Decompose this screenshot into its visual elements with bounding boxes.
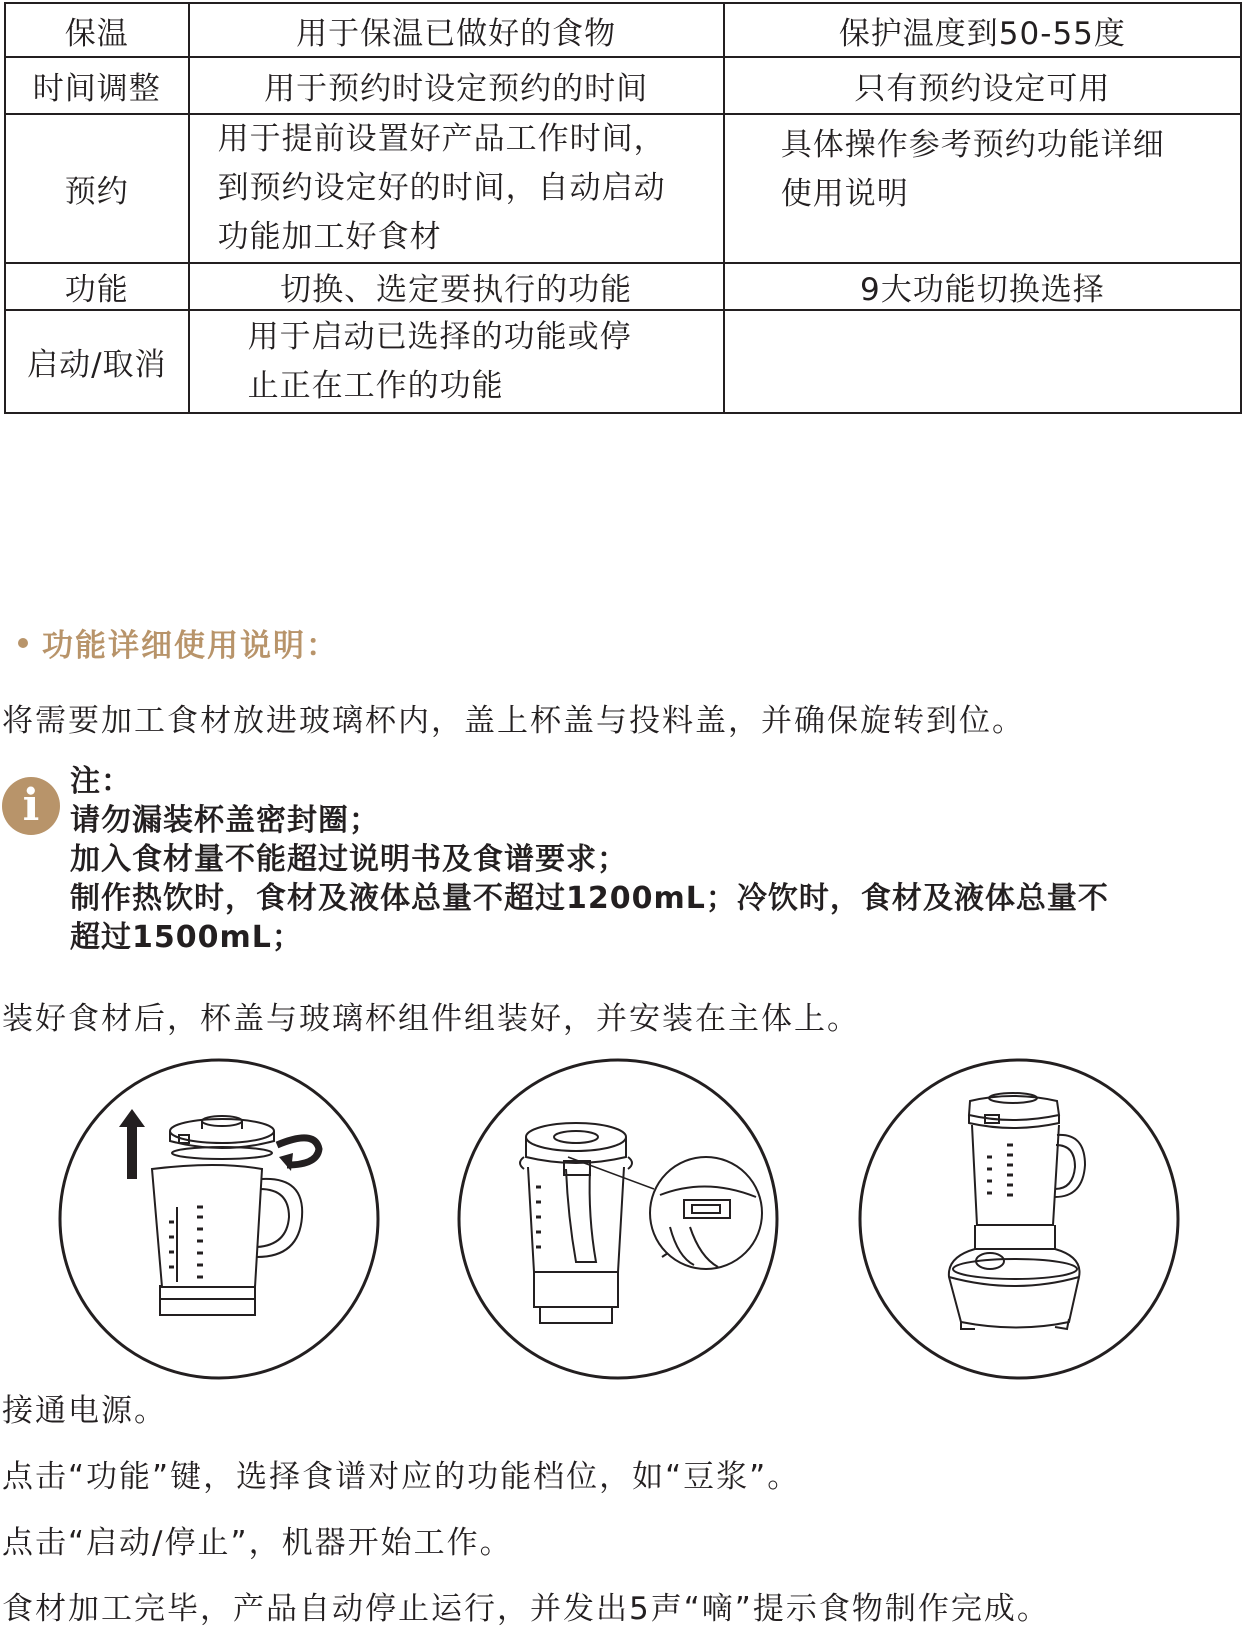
- step-2-text: 装好食材后，杯盖与玻璃杯组件组装好，并安装在主体上。: [2, 1001, 860, 1037]
- step-6-text: 食材加工完毕，产品自动停止运行，并发出5声“嘀”提示食物制作完成。: [2, 1591, 1050, 1627]
- section-title: [18, 620, 339, 665]
- table-row: [5, 263, 1241, 310]
- row-name: 功能: [5, 263, 189, 310]
- note-line: 加入食材量不能超过说明书及食谱要求；: [70, 842, 628, 877]
- row-note-line: 具体操作参考预约功能详细: [780, 127, 1165, 163]
- step-4-text: 点击“功能”键，选择食谱对应的功能档位，如“豆浆”。: [2, 1459, 801, 1495]
- table-row: [5, 3, 1241, 57]
- note-line: 请勿漏装杯盖密封圈；: [70, 803, 380, 838]
- row-note: [724, 310, 1241, 413]
- illustration-jar-assembly: [456, 1057, 780, 1381]
- row-desc: [189, 310, 724, 413]
- section-title-text: 功能详细使用说明：: [42, 628, 339, 664]
- table-row: [5, 114, 1241, 263]
- row-note: [724, 114, 1241, 263]
- row-desc: 用于预约时设定预约的时间: [189, 57, 724, 114]
- info-icon: i: [2, 777, 60, 835]
- note-title: 注：: [70, 764, 132, 799]
- row-name: 预约: [5, 114, 189, 263]
- row-note: 只有预约设定可用: [724, 57, 1241, 114]
- step-1-text: 将需要加工食材放进玻璃杯内，盖上杯盖与投料盖，并确保旋转到位。: [2, 703, 1025, 739]
- row-desc: 用于保温已做好的食物: [189, 3, 724, 57]
- table-row: [5, 57, 1241, 114]
- row-name: 保温: [5, 3, 189, 57]
- row-desc-line: 用于提前设置好产品工作时间，: [217, 121, 666, 157]
- note-line: 制作热饮时，食材及液体总量不超过1200mL；冷饮时，食材及液体总量不: [70, 881, 1109, 916]
- row-desc-line: 到预约设定好的时间，自动启动: [217, 170, 666, 206]
- illustration-main-unit: [857, 1057, 1181, 1381]
- note-line: 超过1500mL；: [70, 920, 303, 955]
- row-note-line: 使用说明: [780, 176, 909, 212]
- function-table: [4, 2, 1242, 414]
- row-desc: 切换、选定要执行的功能: [189, 263, 724, 310]
- table-row: [5, 310, 1241, 413]
- row-name: 启动/取消: [5, 310, 189, 413]
- illustration-lid-install: [57, 1057, 381, 1381]
- row-desc-line: 止正在工作的功能: [247, 367, 504, 404]
- step-5-text: 点击“启动/停止”，机器开始工作。: [2, 1525, 513, 1561]
- row-name: 时间调整: [5, 57, 189, 114]
- row-desc-line: 用于启动已选择的功能或停: [247, 318, 632, 355]
- row-note: 9大功能切换选择: [724, 263, 1241, 310]
- bullet-icon: [18, 638, 28, 648]
- row-desc-line: 功能加工好食材: [217, 219, 442, 255]
- note-block: [70, 762, 1240, 957]
- step-3-text: 接通电源。: [2, 1393, 167, 1429]
- row-desc: [189, 114, 724, 263]
- row-note: 保护温度到50-55度: [724, 3, 1241, 57]
